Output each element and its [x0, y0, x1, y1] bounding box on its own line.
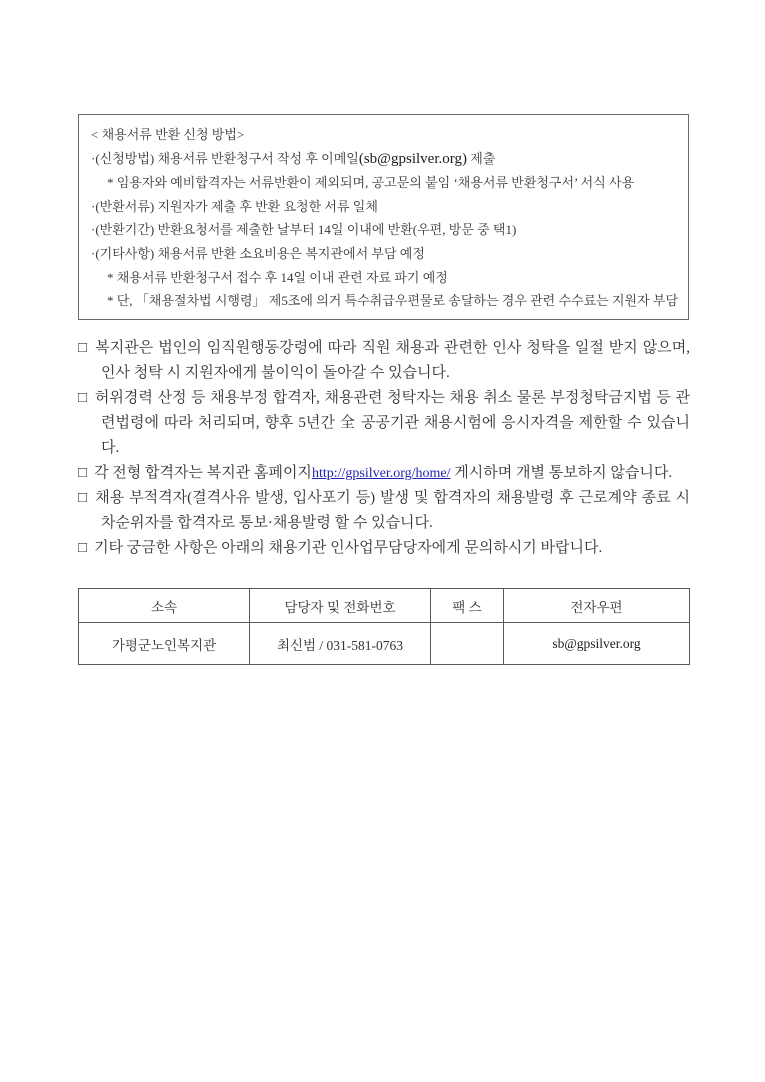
cell-fax [431, 623, 504, 665]
paragraph-text: 각 전형 합격자는 복지관 홈페이지 [94, 465, 312, 481]
header-fax: 팩 스 [431, 589, 504, 623]
notice-line-etc-note2: * 단, 「채용절차법 시행령」 제5조에 의거 특수취급우편물로 송달하는 경우 관련 수수료는 지원자 부담 [107, 293, 679, 309]
checkbox-glyph: □ [78, 340, 89, 356]
paragraph-result-announcement [78, 461, 690, 486]
paragraph-text-tail: 게시하며 개별 통보하지 않습니다. [450, 465, 673, 481]
notice-box-title: < 채용서류 반환 신청 방법> [91, 127, 245, 142]
notice-line-return-docs: ·(반환서류) 지원자가 제출 후 반환 요청한 서류 일체 [91, 198, 378, 214]
notice-line-return-period: ·(반환기간) 반환요청서를 제출한 날부터 14일 이내에 반환(우편, 방문 중 택1) [91, 222, 517, 238]
cell-contact-phone: 최신범 / 031-581-0763 [250, 623, 431, 665]
notice-line-method [91, 147, 678, 172]
paragraph-fraud-penalty [78, 386, 690, 461]
paragraph-no-solicitation [78, 336, 690, 386]
paragraph-text: 채용 부적격자(결격사유 발생, 입사포기 등) 발생 및 합격자의 채용발령 후 근로계약 종료 시 차순위자를 합격자로 통보·채용발령 할 수 있습니다. [95, 490, 691, 531]
method-text: ·(신청방법) 채용서류 반환청구서 작성 후 이메일 [91, 150, 359, 166]
paragraph-text: 허위경력 산정 등 채용부정 합격자, 채용관련 청탁자는 채용 취소 물론 부정청탁금지법 등 관련법령에 따라 처리되며, 향후 5년간 全 공공기관 채용시험에 응시자격을 제한할 수 있습니다. [94, 390, 691, 456]
paragraph-text: 기타 궁금한 사항은 아래의 채용기관 인사업무담당자에게 문의하시기 바랍니다. [94, 540, 603, 556]
return-request-email: (sb@gpsilver.org) [358, 150, 467, 167]
paragraph-inquiry [78, 536, 690, 561]
notice-paragraph-list [78, 336, 690, 561]
contact-table [78, 588, 690, 665]
checkbox-glyph: □ [78, 540, 88, 556]
cell-organization: 가평군노인복지관 [79, 623, 250, 665]
homepage-link[interactable]: http://gpsilver.org/home/ [311, 466, 451, 481]
cell-email: sb@gpsilver.org [504, 623, 690, 665]
paragraph-runner-up [78, 486, 690, 536]
header-organization: 소속 [79, 589, 250, 623]
contact-table-header-row [79, 589, 690, 623]
paragraph-text: 복지관은 법인의 임직원행동강령에 따라 직원 채용과 관련한 인사 청탁을 일절 받지 않으며, 인사 청탁 시 지원자에게 불이익이 돌아갈 수 있습니다. [95, 340, 690, 381]
header-email: 전자우편 [504, 589, 690, 623]
checkbox-glyph: □ [78, 490, 89, 506]
return-request-notice-box [78, 114, 689, 320]
checkbox-glyph: □ [78, 390, 88, 406]
contact-table-row [79, 623, 690, 665]
method-text-tail: 제출 [466, 150, 496, 166]
notice-line-etc-note1: * 채용서류 반환청구서 접수 후 14일 이내 관련 자료 파기 예정 [107, 269, 448, 285]
notice-line-etc: ·(기타사항) 채용서류 반환 소요비용은 복지관에서 부담 예정 [91, 245, 425, 261]
checkbox-glyph: □ [78, 465, 88, 481]
header-contact-phone: 담당자 및 전화번호 [250, 589, 431, 623]
notice-line-method-note: * 임용자와 예비합격자는 서류반환이 제외되며, 공고문의 붙임 ‘채용서류 반환청구서’ 서식 사용 [107, 175, 635, 191]
